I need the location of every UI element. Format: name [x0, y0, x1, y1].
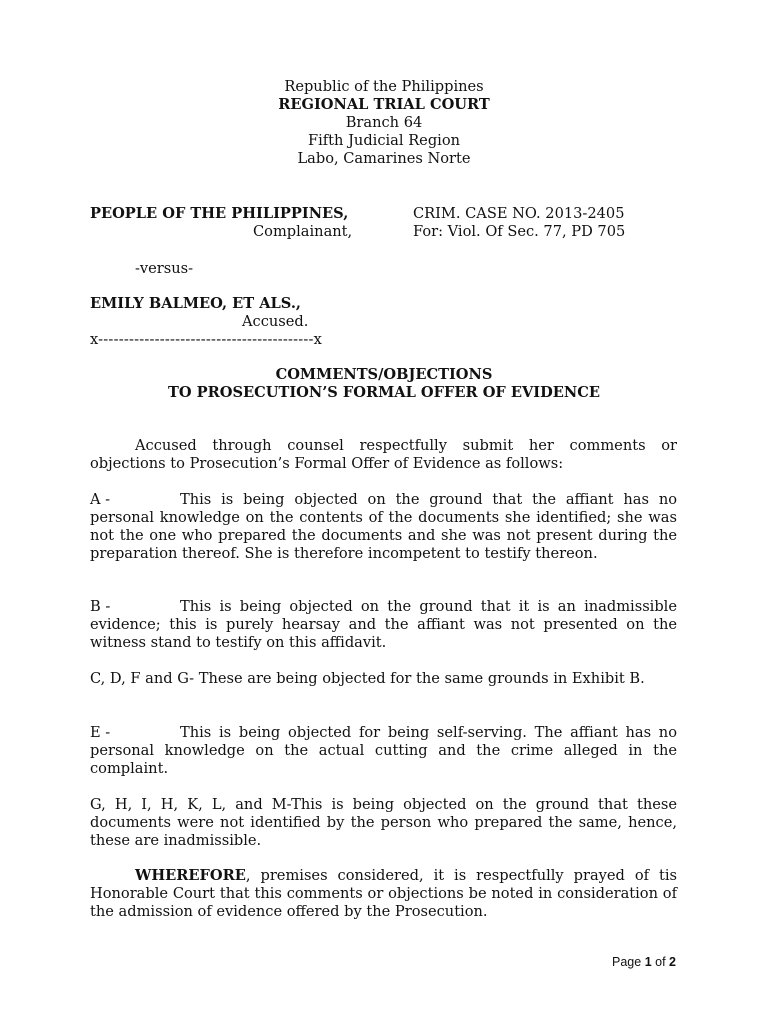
prayer-text: , premises considered, it is respectfully prayed of tis Honorable Court that this comments or objections be noted in consideration of the admission of evidence offered by the Prosecution. — [90, 867, 677, 920]
versus-label: -versus- — [135, 260, 194, 277]
item-b — [90, 598, 677, 652]
prayer-keyword: WHEREFORE — [135, 867, 246, 884]
header-republic: Republic of the Philippines — [284, 78, 484, 95]
accused-role: Accused. — [242, 313, 309, 330]
case-number: CRIM. CASE NO. 2013-2405 — [413, 205, 625, 222]
page-indicator — [612, 955, 676, 969]
item-e — [90, 724, 677, 778]
item-ghhklm: G, H, I, H, K, L, and M-This is being objected on the ground that these documents were not identified by the person who prepared the same, hence, these are inadmissible. — [90, 796, 677, 849]
header-region: Fifth Judicial Region — [307, 132, 461, 149]
item-a — [90, 491, 677, 563]
item-e-label: E - — [90, 724, 111, 741]
page-total: 2 — [669, 955, 676, 969]
caption-divider: x------------------------------------------x — [90, 331, 323, 348]
document-title-line2: TO PROSECUTION’S FORMAL OFFER OF EVIDENCE — [168, 384, 600, 401]
prayer-paragraph — [90, 867, 677, 921]
page-current: 1 — [644, 955, 652, 969]
charge: For: Viol. Of Sec. 77, PD 705 — [413, 223, 626, 240]
page-word: Page — [612, 955, 642, 969]
header-branch: Branch 64 — [345, 114, 423, 131]
item-b-label: B - — [90, 598, 111, 615]
accused-name: EMILY BALMEO, ET ALS., — [90, 295, 301, 312]
item-cdfg: C, D, F and G- These are being objected for the same grounds in Exhibit B. — [90, 670, 645, 687]
caption-row-1 — [90, 205, 690, 225]
plaintiff-name: PEOPLE OF THE PHILIPPINES, — [90, 205, 349, 222]
court-header — [0, 78, 768, 168]
item-a-text: This is being objected on the ground that the affiant has no personal knowledge on the contents of the documents she identified; she was not the one who prepared the documents and she was not present during the preparation thereof. She is therefore incompetent to testify thereon. — [90, 491, 677, 562]
plaintiff-role: Complainant, — [253, 223, 353, 240]
header-location: Labo, Camarines Norte — [297, 150, 471, 167]
item-a-label: A - — [90, 491, 111, 508]
item-e-text: This is being objected for being self-serving. The affiant has no personal knowledge on the actual cutting and the crime alleged in the complaint. — [90, 724, 677, 777]
document-title-line1: COMMENTS/OBJECTIONS — [275, 366, 493, 383]
item-b-text: This is being objected on the ground that it is an inadmissible evidence; this is purely hearsay and the affiant was not presented on the witness stand to testify on this affidavit. — [90, 598, 677, 651]
header-court: REGIONAL TRIAL COURT — [278, 96, 490, 113]
caption-row-2 — [90, 223, 690, 243]
intro-paragraph: Accused through counsel respectfully submit her comments or objections to Prosecution’s Formal Offer of Evidence as follows: — [90, 437, 677, 472]
of-word: of — [655, 955, 666, 969]
